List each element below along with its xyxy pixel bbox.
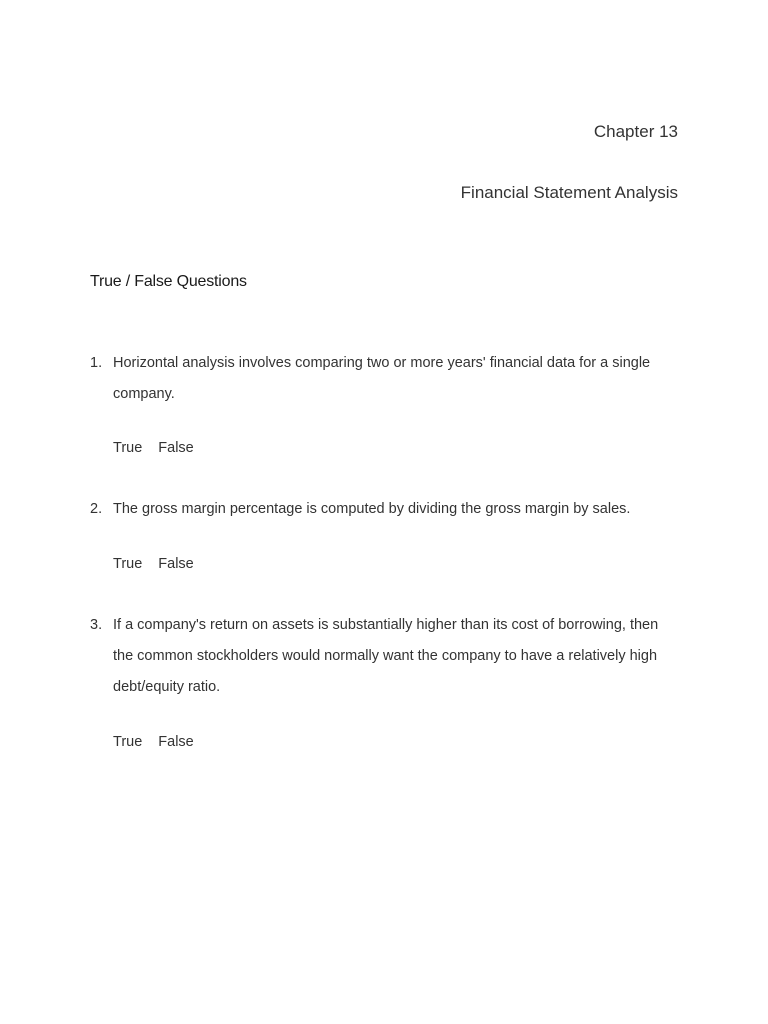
- question-text: The gross margin percentage is computed by dividing the gross margin by sales.: [113, 501, 631, 517]
- option-true: True: [113, 440, 143, 456]
- question-item: [90, 348, 690, 456]
- question-item: [90, 610, 690, 750]
- answer-options: [113, 440, 194, 456]
- option-true: True: [113, 734, 143, 750]
- option-true: True: [113, 556, 143, 572]
- chapter-title: Financial Statement Analysis: [460, 183, 678, 202]
- section-title: True / False Questions: [90, 273, 247, 290]
- chapter-heading: Chapter 13: [593, 122, 678, 141]
- option-false: False: [158, 734, 194, 750]
- question-text: If a company's return on assets is substantially higher than its cost of borrowing, then the common stockholders would normally want the company to have a relatively high debt/equity ratio.: [113, 617, 659, 695]
- question-item: [90, 494, 690, 572]
- option-false: False: [158, 440, 194, 456]
- question-number: 3.: [90, 617, 103, 633]
- option-false: False: [158, 556, 194, 572]
- question-number: 1.: [90, 355, 103, 371]
- answer-options: [113, 734, 194, 750]
- question-text: Horizontal analysis involves comparing two or more years' financial data for a single company.: [113, 355, 651, 402]
- answer-options: [113, 556, 194, 572]
- question-number: 2.: [90, 501, 103, 517]
